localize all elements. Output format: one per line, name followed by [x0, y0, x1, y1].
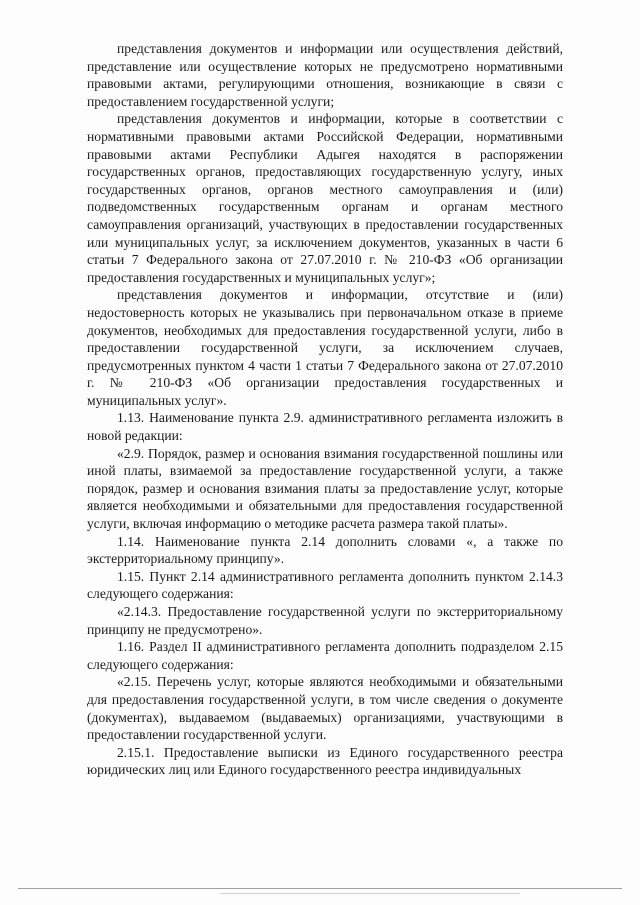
- paragraph: «2.14.3. Предоставление государственной услуги по экстерриториальному принципу не предусмотрено».: [87, 604, 563, 637]
- paragraph: 1.16. Раздел II административного регламента дополнить подразделом 2.15 следующего содержания:: [87, 639, 563, 672]
- paragraph: 1.14. Наименование пункта 2.14 дополнить словами «, а также по экстерриториальному принципу».: [87, 533, 563, 567]
- paragraph: представления документов и информации или осуществления действий, представление или осуществление которых не предусмотрено нормативными правовыми актами, регулирующими отношения, возникающие в связи с предоставлением государственной услуги;: [87, 41, 563, 109]
- paragraph: «2.15. Перечень услуг, которые являются необходимыми и обязательными для предоставления государственной услуги, в том числе сведения о документе (документах), выдаваемом (выдаваемых) организациями, участвующими в предоставлении государственной услуги.: [87, 674, 563, 743]
- paragraph: «2.9. Порядок, размер и основания взимания государственной пошлины или иной платы, взимаемой за предоставление государственной услуги, а также порядок, размер и основания взимания платы за предоставление услуг, которые является необходимыми и обязательными для предоставления государственной услуги, включая информацию о методике расчета размера такой платы».: [87, 445, 563, 532]
- paragraph: 1.15. Пункт 2.14 административного регламента дополнить пунктом 2.14.3 следующего содержания:: [87, 568, 563, 602]
- scan-edge-line: [220, 893, 520, 894]
- paragraph: 2.15.1. Предоставление выписки из Единого государственного реестра юридических лиц или Единого государственного реестра индивидуальных: [87, 744, 563, 778]
- document-body: [87, 40, 563, 779]
- paragraph: представления документов и информации, которые в соответствии с нормативными правовыми актами Российской Федерации, нормативными правовыми актами Республики Адыгея находятся в распоряжении государственных органов, предоставляющих государственную услугу, иных государственных органов, органов местного самоуправления и (или) подведомственных государственным органам и органам местного самоуправления организаций, участвующих в предоставлении государственных или муниципальных услуг, за исключением документов, указанных в части 6 статьи 7 Федерального закона от 27.07.2010 г. № 210-ФЗ «Об организации предоставления государственных и муниципальных услуг»;: [87, 111, 563, 285]
- paragraph: 1.13. Наименование пункта 2.9. административного регламента изложить в новой редакции:: [87, 410, 563, 444]
- scan-edge-line: [18, 888, 622, 889]
- paragraph: представления документов и информации, отсутствие и (или) недостоверность которых не указывались при первоначальном отказе в приеме документов, необходимых для предоставления государственной услуги, либо в предоставлении государственной услуги, за исключением случаев, предусмотренных пунктом 4 части 1 статьи 7 Федерального закона от 27.07.2010 г. № 210-ФЗ «Об организации предоставления государственных и муниципальных услуг».: [87, 287, 563, 408]
